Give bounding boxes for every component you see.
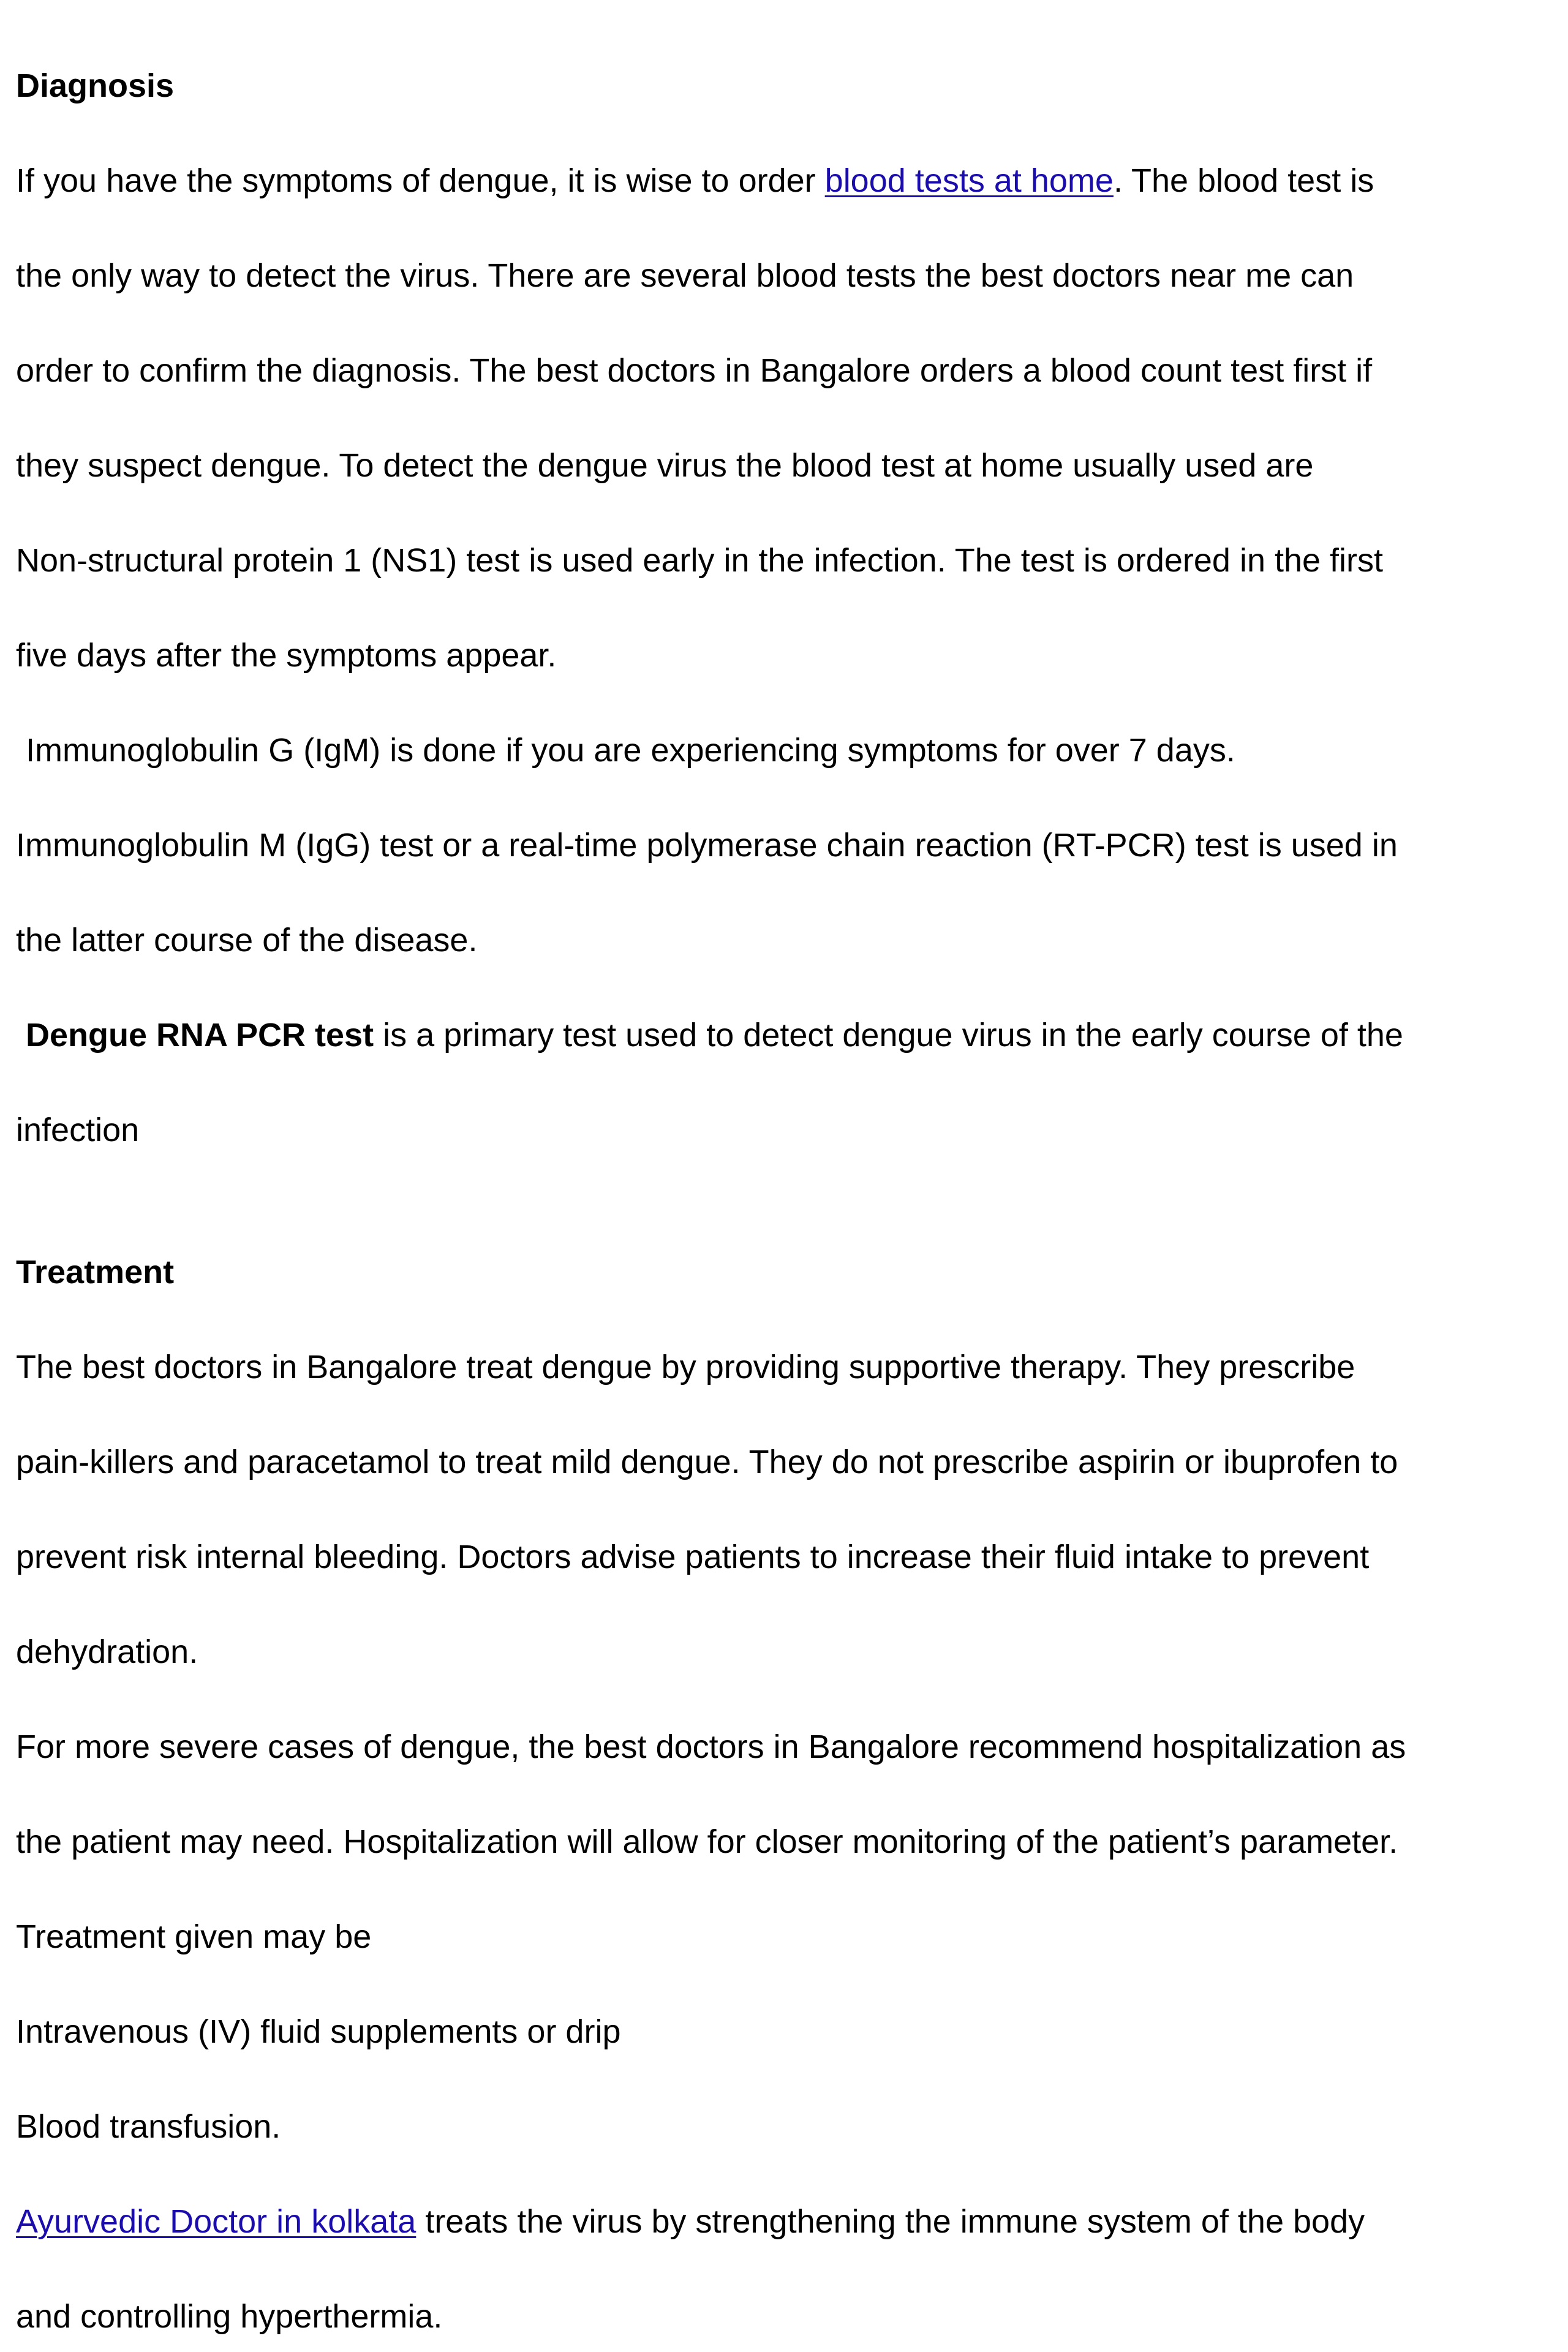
- igg-test-line: the latter course of the disease.: [16, 921, 478, 959]
- igm-test-line: Immunoglobulin G (IgM) is done if you are experiencing symptoms for over 7 days.: [26, 731, 1235, 769]
- diagnosis-paragraph-line: they suspect dengue. To detect the dengue virus the blood test at home usually used are: [16, 447, 1314, 484]
- pcr-test-line: [16, 1012, 1559, 1060]
- treatment-paragraph-line: prevent risk internal bleeding. Doctors advise patients to increase their fluid intake to prevent: [16, 1539, 1370, 1575]
- treatment-paragraph-line: dehydration.: [16, 1634, 198, 1670]
- pcr-test-description: is a primary test used to detect dengue virus in the early course of the: [374, 1016, 1403, 1054]
- pcr-test-line: infection: [16, 1111, 140, 1148]
- treatment-heading: Treatment: [16, 1254, 175, 1291]
- ayurvedic-text: treats the virus by strengthening the immune system of the body: [416, 2203, 1365, 2240]
- document-body: [16, 15, 1559, 2352]
- treatment-paragraph-line: The best doctors in Bangalore treat dengue by providing supportive therapy. They prescribe: [16, 1349, 1355, 1385]
- hospitalization-line: For more severe cases of dengue, the best doctors in Bangalore recommend hospitalization as: [16, 1728, 1406, 1765]
- treatment-paragraph-line: pain-killers and paracetamol to treat mild dengue. They do not prescribe aspirin or ibuprofen to: [16, 1444, 1398, 1480]
- diagnosis-paragraph-line: five days after the symptoms appear.: [16, 636, 557, 674]
- ayurvedic-doctor-link[interactable]: Ayurvedic Doctor in kolkata: [16, 2203, 417, 2240]
- diagnosis-text: . The blood test is: [1113, 162, 1374, 199]
- diagnosis-paragraph-line: Non-structural protein 1 (NS1) test is used early in the infection. The test is ordered in the first: [16, 541, 1384, 579]
- diagnosis-paragraph-line: [16, 157, 1559, 205]
- igg-test-line: Immunoglobulin M (IgG) test or a real-time polymerase chain reaction (RT-PCR) test is used in: [16, 826, 1398, 864]
- ayurvedic-line: [16, 2198, 1559, 2246]
- diagnosis-text: If you have the symptoms of dengue, it is wise to order: [16, 162, 825, 199]
- treatment-item: Intravenous (IV) fluid supplements or drip: [16, 2013, 621, 2050]
- blood-tests-at-home-link[interactable]: blood tests at home: [824, 162, 1114, 199]
- pcr-test-name: Dengue RNA PCR test: [26, 1016, 374, 1054]
- hospitalization-line: the patient may need. Hospitalization will allow for closer monitoring of the patient’s parameter.: [16, 1823, 1398, 1860]
- diagnosis-paragraph-line: the only way to detect the virus. There are several blood tests the best doctors near me can: [16, 257, 1354, 294]
- diagnosis-paragraph-line: order to confirm the diagnosis. The best doctors in Bangalore orders a blood count test first if: [16, 352, 1373, 389]
- treatment-item: Blood transfusion.: [16, 2108, 281, 2145]
- hospitalization-line: Treatment given may be: [16, 1918, 372, 1955]
- ayurvedic-line: and controlling hyperthermia.: [16, 2298, 443, 2335]
- diagnosis-heading: Diagnosis: [16, 67, 175, 104]
